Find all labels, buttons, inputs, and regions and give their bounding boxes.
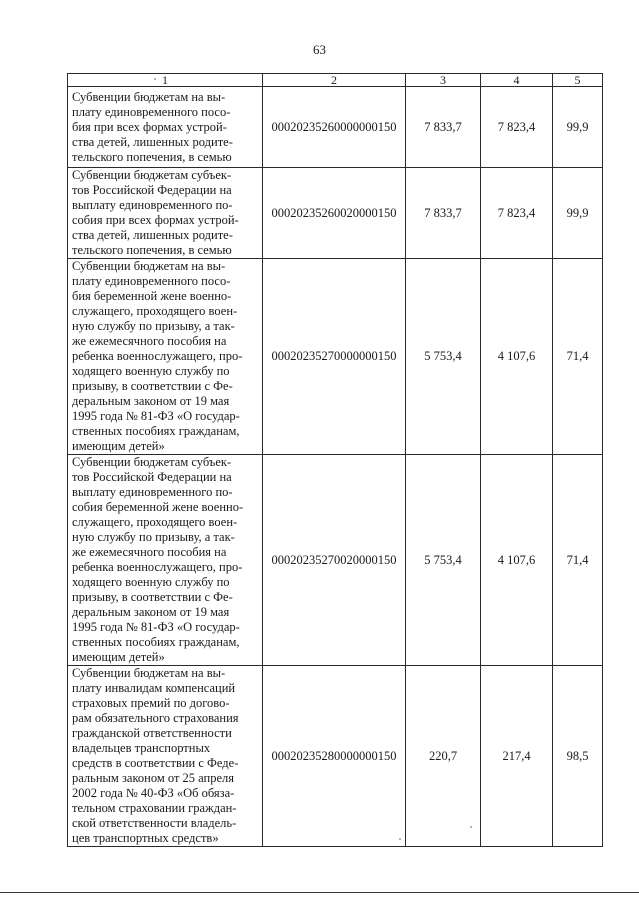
- page-number: 63: [313, 42, 326, 57]
- row-percent-cell: 99,9: [553, 87, 603, 168]
- row-name-line: служащего, проходящего воен-: [72, 304, 238, 318]
- row-name-line: бия беременной жене военно-: [72, 289, 232, 303]
- row-planned-cell: 7 833,7: [406, 87, 481, 168]
- row-name-line: рам обязательного страхования: [72, 711, 239, 725]
- row-name-line: 2002 года № 40-ФЗ «Об обяза-: [72, 786, 235, 800]
- row-executed-cell: 4 107,6: [481, 259, 553, 455]
- row-planned-cell: 7 833,7: [406, 168, 481, 259]
- row-name-line: деральным законом от 19 мая: [72, 394, 230, 408]
- row-name-line: 1995 года № 81-ФЗ «О государ-: [72, 409, 240, 423]
- row-executed-cell: 7 823,4: [481, 87, 553, 168]
- table-row: [68, 259, 603, 455]
- row-name-line: бия при всех формах устрой-: [72, 119, 227, 134]
- table-row: [68, 168, 603, 259]
- row-name-line: ства детей, лишенных родите-: [72, 228, 233, 242]
- row-code-cell: 00020235260020000150: [263, 168, 406, 259]
- row-name-line: ную службу по призыву, а так-: [72, 530, 235, 544]
- row-name-line: Субвенции бюджетам субъек-: [72, 168, 232, 182]
- row-name-line: ственных пособиях гражданам,: [72, 424, 240, 438]
- row-name-line: тельского попечения, в семью: [72, 243, 232, 257]
- row-name-cell: [68, 87, 263, 168]
- row-name-line: собия беременной жене военно-: [72, 500, 244, 514]
- row-name-line: ства детей, лишенных родите-: [72, 134, 233, 149]
- page-bottom-rule: [0, 892, 639, 893]
- scan-speck: [470, 826, 472, 828]
- row-name-line: 1995 года № 81-ФЗ «О государ-: [72, 620, 240, 634]
- row-name-line: имеющим детей»: [72, 439, 165, 453]
- row-name-cell: [68, 666, 263, 847]
- row-name-line: Субвенции бюджетам на вы-: [72, 89, 226, 104]
- row-name-line: тельном страховании граждан-: [72, 801, 237, 815]
- row-name-line: плату единовременного посо-: [72, 274, 231, 288]
- row-name-line: тов Российской Федерации на: [72, 183, 232, 197]
- row-name-line: ребенка военнослужащего, про-: [72, 349, 243, 363]
- row-name-line: тов Российской Федерации на: [72, 470, 232, 484]
- row-code-cell: 00020235260000000150: [263, 87, 406, 168]
- scan-speck: [154, 78, 156, 80]
- row-code-cell: 00020235280000000150: [263, 666, 406, 847]
- row-name-line: цев транспортных средств»: [72, 831, 219, 845]
- row-name-line: Субвенции бюджетам на вы-: [72, 666, 226, 680]
- row-name-line: тельского попечения, в семью: [72, 149, 232, 164]
- column-header-percent: 5: [553, 74, 603, 87]
- row-percent-cell: 71,4: [553, 259, 603, 455]
- column-header-name: 1: [68, 74, 263, 87]
- row-name-line: плату инвалидам компенсаций: [72, 681, 236, 695]
- budget-execution-table: [67, 73, 603, 847]
- row-executed-cell: 7 823,4: [481, 168, 553, 259]
- row-code-cell: 00020235270000000150: [263, 259, 406, 455]
- row-name-cell: [68, 259, 263, 455]
- row-percent-cell: 98,5: [553, 666, 603, 847]
- row-planned-cell: 5 753,4: [406, 259, 481, 455]
- row-name-line: выплату единовременного по-: [72, 485, 233, 499]
- table-header-row: [68, 74, 603, 87]
- row-name-line: ребенка военнослужащего, про-: [72, 560, 243, 574]
- row-name-line: владельцев транспортных: [72, 741, 211, 755]
- row-name-line: ральным законом от 25 апреля: [72, 771, 235, 785]
- row-name-line: служащего, проходящего воен-: [72, 515, 238, 529]
- row-name-line: Субвенции бюджетам на вы-: [72, 259, 226, 273]
- row-name-line: деральным законом от 19 мая: [72, 605, 230, 619]
- row-name-line: выплату единовременного по-: [72, 198, 233, 212]
- row-name-line: гражданской ответственности: [72, 726, 232, 740]
- scan-speck: [399, 838, 401, 840]
- row-name-line: собия при всех формах устрой-: [72, 213, 239, 227]
- row-name-cell: [68, 168, 263, 259]
- table-row: [68, 87, 603, 168]
- column-header-executed: 4: [481, 74, 553, 87]
- row-planned-cell: 5 753,4: [406, 455, 481, 666]
- column-header-planned: 3: [406, 74, 481, 87]
- row-name-line: средств в соответствии с Феде-: [72, 756, 239, 770]
- row-name-line: призыву, в соответствии с Фе-: [72, 379, 233, 393]
- row-code-cell: 00020235270020000150: [263, 455, 406, 666]
- row-name-line: ственных пособиях гражданам,: [72, 635, 240, 649]
- row-executed-cell: 4 107,6: [481, 455, 553, 666]
- row-percent-cell: 71,4: [553, 455, 603, 666]
- table-row: [68, 455, 603, 666]
- row-name-line: ходящего военную службу по: [72, 575, 230, 589]
- row-name-cell: [68, 455, 263, 666]
- row-name-line: ную службу по призыву, а так-: [72, 319, 235, 333]
- row-name-line: Субвенции бюджетам субъек-: [72, 455, 232, 469]
- row-name-line: же ежемесячного пособия на: [72, 545, 227, 559]
- row-name-line: страховых премий по догово-: [72, 696, 230, 710]
- column-header-code: 2: [263, 74, 406, 87]
- row-percent-cell: 99,9: [553, 168, 603, 259]
- row-planned-cell: 220,7: [406, 666, 481, 847]
- row-name-line: призыву, в соответствии с Фе-: [72, 590, 233, 604]
- row-name-line: плату единовременного посо-: [72, 104, 231, 119]
- table-row: [68, 666, 603, 847]
- row-name-line: имеющим детей»: [72, 650, 165, 664]
- row-name-line: же ежемесячного пособия на: [72, 334, 227, 348]
- row-name-line: ходящего военную службу по: [72, 364, 230, 378]
- row-name-line: ской ответственности владель-: [72, 816, 237, 830]
- row-executed-cell: 217,4: [481, 666, 553, 847]
